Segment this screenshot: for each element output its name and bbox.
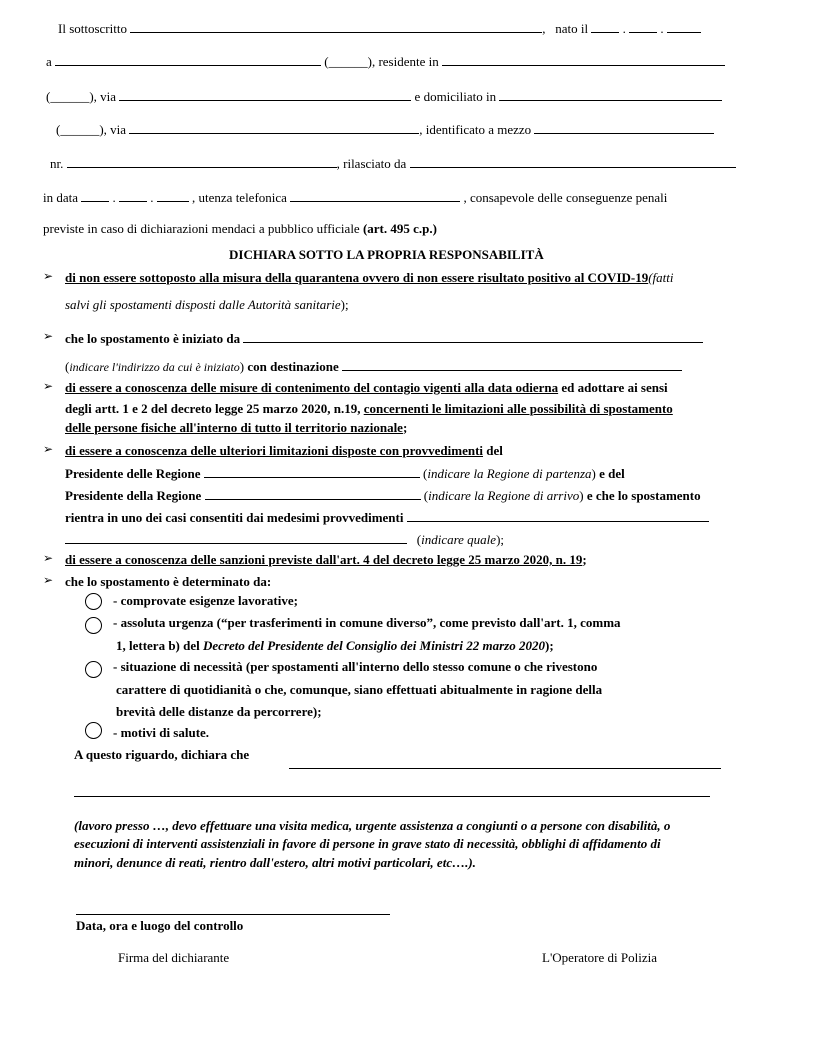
header-line-4: [56, 121, 714, 138]
option-health-radio[interactable]: [85, 722, 102, 739]
field-issue-year[interactable]: [157, 189, 189, 202]
item-allowed-cases: rientra in uno dei casi consentiti dai medesimi provvedimenti: [65, 509, 709, 526]
field-reason-line-1[interactable]: [289, 768, 721, 769]
field-birth-year[interactable]: [667, 20, 701, 33]
item-regional-limits: di essere a conoscenza delle ulteriori limitazioni disposte con provvedimenti del: [65, 443, 503, 458]
item-region-arrival: Presidente della Regione (indicare la Regione di arrivo) e che lo spostamento: [65, 488, 701, 503]
header-line-1: Il sottoscritto , nato il . .: [58, 20, 701, 37]
control-label: Data, ora e luogo del controllo: [76, 918, 244, 933]
field-region-arrival[interactable]: [205, 487, 421, 500]
examples-line-1: (lavoro presso …, devo effettuare una visita medica, urgente assistenza a congiunti o a persone con disabilità, o: [74, 818, 671, 833]
label-via-residence: (______), via: [46, 89, 117, 104]
field-departure-address[interactable]: [243, 330, 703, 343]
arrow-bullet-icon: ➢: [43, 551, 54, 565]
header-line-2: [46, 53, 725, 70]
examples-line-3: minori, denunce di reati, rientro dall'estero, altri motivi particolari, etc….).: [74, 855, 476, 870]
field-document-number[interactable]: [67, 155, 337, 168]
label-via-domicile: (______), via: [56, 122, 127, 137]
field-control-line[interactable]: [76, 914, 390, 915]
option-necessity-label-3: brevità delle distanze da percorrere);: [116, 704, 322, 719]
label-a: a: [46, 54, 52, 69]
legal-reference: (art. 495 c.p.): [362, 221, 437, 236]
field-phone[interactable]: [290, 189, 460, 202]
arrow-bullet-icon: ➢: [43, 329, 54, 343]
item-containment-measures: di essere a conoscenza delle misure di contenimento del contagio vigenti alla data odierna ed adottare ai sensi: [65, 380, 668, 395]
field-issued-by[interactable]: [410, 155, 736, 168]
option-necessity-radio[interactable]: [85, 661, 102, 678]
header-line-7: previste in caso di dichiarazioni mendaci a pubblico ufficiale (art. 495 c.p.): [43, 221, 437, 236]
item-containment-measures-2: degli artt. 1 e 2 del decreto legge 25 marzo 2020, n.19, concernenti le limitazioni alle possibilità di spostamento: [65, 401, 673, 416]
item-allowed-cases-2: (indicare quale);: [65, 531, 504, 548]
field-birth-day[interactable]: [591, 20, 619, 33]
field-allowed-case-2[interactable]: [65, 531, 407, 544]
option-urgency-label-2: 1, lettera b) del Decreto del Presidente del Consiglio dei Ministri 22 marzo 2020);: [116, 638, 554, 653]
field-residence-street[interactable]: [119, 88, 411, 101]
option-work-label: - comprovate esigenze lavorative;: [113, 593, 298, 608]
item-reason: che lo spostamento è determinato da:: [65, 574, 272, 589]
option-work-radio[interactable]: [85, 593, 102, 610]
label-utenza: , utenza telefonica: [192, 190, 287, 205]
label-consapevole: , consapevole delle conseguenze penali: [463, 190, 668, 205]
option-necessity-label-2: carattere di quotidianità o che, comunque, siano effettuati abitualmente in ragione della: [116, 682, 603, 697]
field-name[interactable]: [130, 20, 542, 33]
item-containment-measures-3: delle persone fisiche all'interno di tutto il territorio nazionale;: [65, 420, 408, 435]
item-departure: che lo spostamento è iniziato da: [65, 330, 703, 347]
label-nr: nr.: [50, 156, 64, 171]
option-urgency-label: - assoluta urgenza (“per trasferimenti in comune diverso”, come previsto dall'art. 1, comma: [113, 615, 621, 630]
item-sanctions: di essere a conoscenza delle sanzioni previste dall'art. 4 del decreto legge 25 marzo 2020, n. 19;: [65, 552, 587, 567]
field-region-departure[interactable]: [204, 465, 420, 478]
header-line-3: [46, 88, 722, 105]
label-domiciliato: e domiciliato in: [414, 89, 497, 104]
field-allowed-case[interactable]: [407, 509, 709, 522]
header-line-6: in data . . , utenza telefonica , consapevole delle conseguenze penali: [43, 190, 668, 205]
option-health-label: - motivi di salute.: [113, 725, 210, 740]
arrow-bullet-icon: ➢: [43, 573, 54, 587]
field-birth-month[interactable]: [629, 20, 657, 33]
item-quarantine: di non essere sottoposto alla misura della quarantena ovvero di non essere risultato positivo al COVID-19(fatti: [65, 270, 674, 285]
item-region-departure: Presidente delle Regione (indicare la Regione di partenza) e del: [65, 466, 625, 481]
label-identificato: , identificato a mezzo: [419, 122, 532, 137]
item-destination: (indicare l'indirizzo da cui è iniziato) con destinazione: [65, 358, 682, 375]
field-destination[interactable]: [342, 358, 682, 371]
field-id-document[interactable]: [534, 121, 714, 134]
signature-officer: L'Operatore di Polizia: [542, 950, 657, 965]
field-issue-month[interactable]: [119, 189, 147, 202]
reason-intro: A questo riguardo, dichiara che: [74, 747, 250, 762]
field-residence[interactable]: [442, 53, 725, 66]
label-in-data: in data: [43, 190, 79, 205]
field-issue-day[interactable]: [81, 189, 109, 202]
field-domicile-street[interactable]: [129, 121, 419, 134]
item-quarantine-cont: salvi gli spostamenti disposti dalle Autorità sanitarie);: [65, 297, 349, 312]
label-sottoscritto: Il sottoscritto: [58, 21, 127, 36]
arrow-bullet-icon: ➢: [43, 379, 54, 393]
label-nato: nato il: [555, 21, 589, 36]
header-line-5: [50, 155, 736, 172]
label-residente: (______), residente in: [324, 54, 439, 69]
option-urgency-radio[interactable]: [85, 617, 102, 634]
signature-declarant: Firma del dichiarante: [118, 950, 230, 965]
field-domicile[interactable]: [499, 88, 722, 101]
declaration-title: DICHIARA SOTTO LA PROPRIA RESPONSABILITÀ: [229, 247, 544, 262]
label-rilasciato: , rilasciato da: [336, 156, 407, 171]
arrow-bullet-icon: ➢: [43, 269, 54, 283]
examples-line-2: esecuzioni di interventi assistenziali in favore di persone in grave stato di necessità, obblighi di affidamento di: [74, 836, 661, 851]
arrow-bullet-icon: ➢: [43, 442, 54, 456]
option-necessity-label: - situazione di necessità (per spostamenti all'interno dello stesso comune o che rivestono: [113, 659, 598, 674]
field-birth-place[interactable]: [55, 53, 321, 66]
field-reason-line-2[interactable]: [74, 796, 710, 797]
